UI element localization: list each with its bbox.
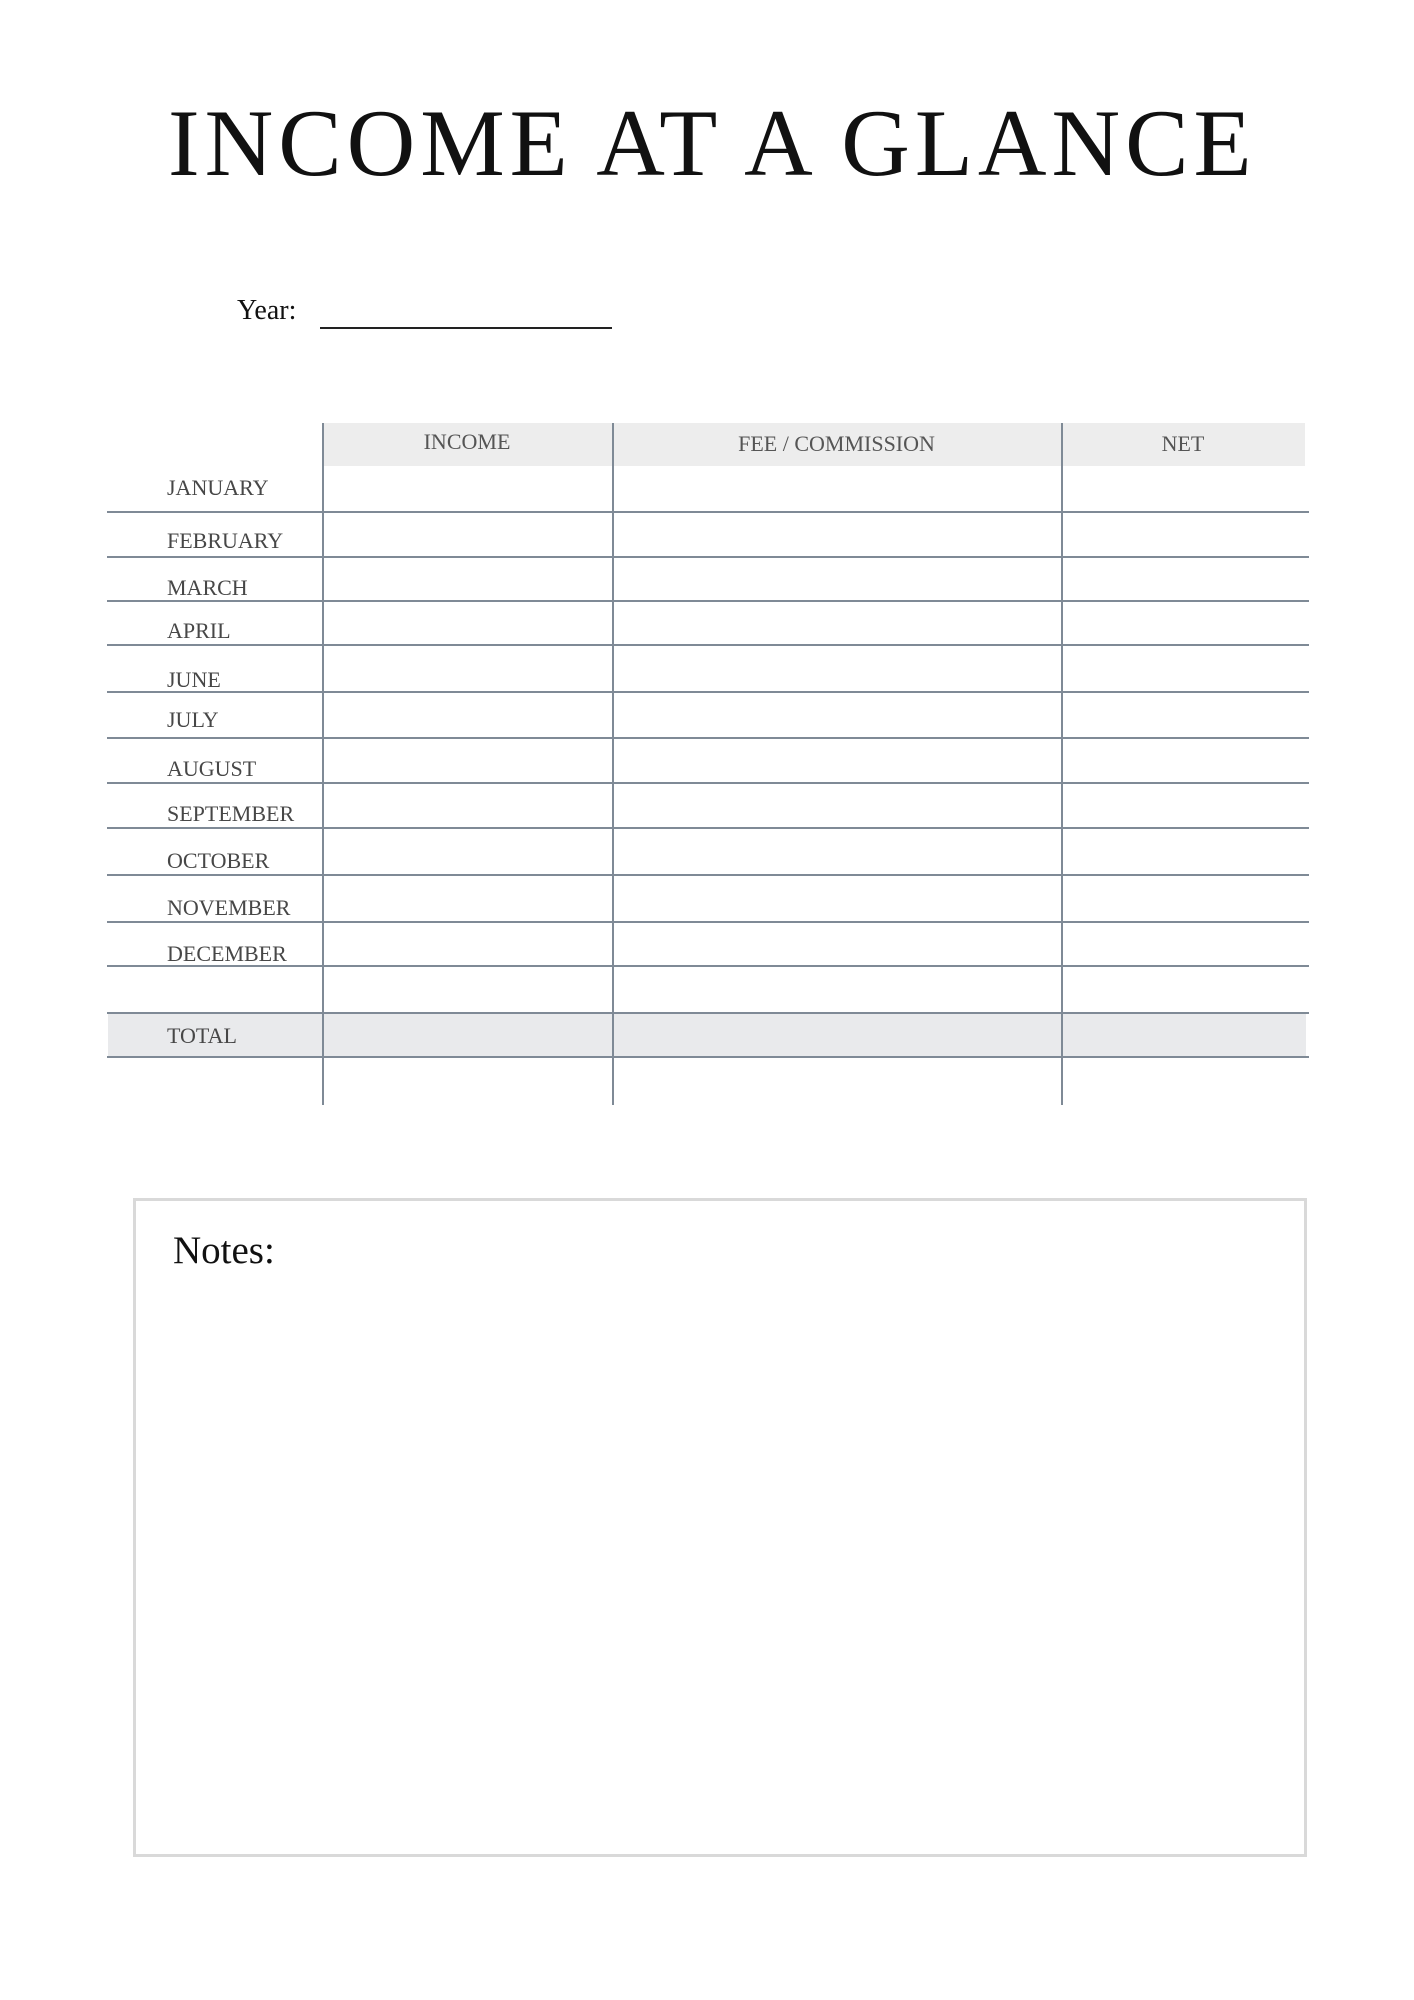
row-divider (107, 827, 1309, 829)
month-label-january: JANUARY (167, 475, 269, 500)
row-divider (107, 644, 1309, 646)
year-label: Year: (237, 295, 297, 326)
row-divider (107, 874, 1309, 876)
page-title: INCOME AT A GLANCE (168, 90, 1257, 196)
column-divider (612, 423, 614, 1105)
column-header-net: NET (1161, 431, 1205, 456)
month-label-june: JUNE (167, 667, 221, 692)
total-label: TOTAL (167, 1023, 237, 1048)
column-divider (1061, 423, 1063, 1105)
month-label-april: APRIL (167, 618, 231, 643)
row-divider (107, 921, 1309, 923)
row-divider (107, 600, 1309, 602)
month-label-november: NOVEMBER (167, 895, 291, 920)
row-divider (107, 691, 1309, 693)
cell-january-net[interactable] (1062, 467, 1305, 511)
year-input-line[interactable] (320, 327, 612, 329)
column-header-fee-commission: FEE / COMMISSION (738, 431, 935, 456)
month-label-july: JULY (167, 707, 219, 732)
column-header-income: INCOME (423, 429, 511, 454)
column-divider (322, 423, 324, 1105)
cell-january-fee[interactable] (613, 467, 1061, 511)
row-divider (107, 737, 1309, 739)
cell-january-income[interactable] (323, 467, 612, 511)
row-divider (107, 511, 1309, 513)
notes-box[interactable] (133, 1198, 1307, 1857)
month-label-august: AUGUST (167, 756, 257, 781)
row-divider (107, 556, 1309, 558)
cell-total-fee[interactable] (613, 1013, 1061, 1056)
month-label-september: SEPTEMBER (167, 801, 295, 826)
row-divider (107, 965, 1309, 967)
month-label-december: DECEMBER (167, 941, 287, 966)
cell-total-net[interactable] (1062, 1013, 1305, 1056)
row-divider (107, 1056, 1309, 1058)
cell-total-income[interactable] (323, 1013, 612, 1056)
month-label-october: OCTOBER (167, 848, 270, 873)
month-label-february: FEBRUARY (167, 528, 284, 553)
month-label-march: MARCH (167, 575, 248, 600)
notes-label: Notes: (173, 1229, 275, 1272)
row-divider (107, 782, 1309, 784)
